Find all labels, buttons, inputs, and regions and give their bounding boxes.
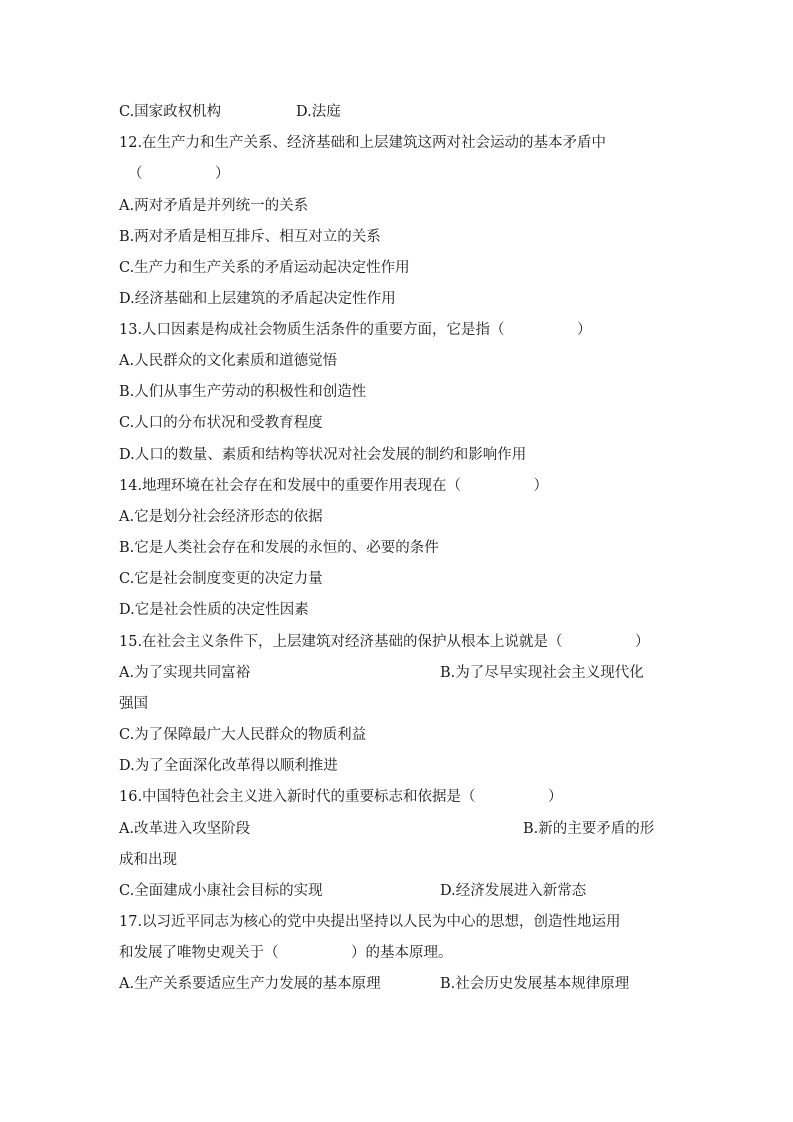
q11-option-d: D.法庭 bbox=[296, 104, 341, 120]
q16-stem: 16.中国特色社会主义进入新时代的重要标志和依据是（ ） bbox=[119, 789, 563, 805]
q14-option-d: D.它是社会性质的决定性因素 bbox=[119, 602, 309, 618]
q17-stem-line-2: 和发展了唯物史观关于（ ）的基本原理。 bbox=[119, 945, 453, 961]
q17-option-b: B.社会历史发展基本规律原理 bbox=[440, 976, 630, 992]
q17-stem-line-1: 17.以习近平同志为核心的党中央提出坚持以人民为中心的思想，创造性地运用 bbox=[119, 914, 621, 930]
q15-option-b: B.为了尽早实现社会主义现代化 bbox=[440, 665, 644, 681]
q15-option-c: C.为了保障最广大人民群众的物质利益 bbox=[119, 727, 367, 743]
q14-option-a: A.它是划分社会经济形态的依据 bbox=[119, 509, 323, 525]
q15-option-b-continued: 强国 bbox=[119, 696, 148, 712]
q12-answer-blank: （ ） bbox=[128, 166, 230, 182]
q12-option-a: A.两对矛盾是并列统一的关系 bbox=[119, 198, 309, 214]
q13-stem: 13.人口因素是构成社会物质生活条件的重要方面，它是指（ ） bbox=[119, 322, 592, 338]
q15-option-a: A.为了实现共同富裕 bbox=[119, 665, 251, 681]
q11-option-c: C.国家政权机构 bbox=[119, 104, 222, 120]
q13-option-b: B.人们从事生产劳动的积极性和创造性 bbox=[119, 384, 367, 400]
q14-stem: 14.地理环境在社会存在和发展中的重要作用表现在（ ） bbox=[119, 478, 549, 494]
q13-option-c: C.人口的分布状况和受教育程度 bbox=[119, 415, 323, 431]
q13-option-a: A.人民群众的文化素质和道德觉悟 bbox=[119, 353, 338, 369]
q15-stem: 15.在社会主义条件下，上层建筑对经济基础的保护从根本上说就是（ ） bbox=[119, 634, 650, 650]
q16-option-d: D.经济发展进入新常态 bbox=[440, 883, 587, 899]
q16-option-b: B.新的主要矛盾的形 bbox=[523, 821, 655, 837]
q16-option-a: A.改革进入攻坚阶段 bbox=[119, 821, 251, 837]
q17-option-a: A.生产关系要适应生产力发展的基本原理 bbox=[119, 976, 381, 992]
q12-option-c: C.生产力和生产关系的矛盾运动起决定性作用 bbox=[119, 260, 410, 276]
q12-stem: 12.在生产力和生产关系、经济基础和上层建筑这两对社会运动的基本矛盾中 bbox=[119, 135, 607, 151]
q14-option-c: C.它是社会制度变更的决定力量 bbox=[119, 571, 323, 587]
q16-option-b-continued: 成和出现 bbox=[119, 852, 177, 868]
q15-option-d: D.为了全面深化改革得以顺利推进 bbox=[119, 758, 338, 774]
q13-option-d: D.人口的数量、素质和结构等状况对社会发展的制约和影响作用 bbox=[119, 447, 527, 463]
q12-option-b: B.两对矛盾是相互排斥、相互对立的关系 bbox=[119, 229, 381, 245]
q16-option-c: C.全面建成小康社会目标的实现 bbox=[119, 883, 323, 899]
q14-option-b: B.它是人类社会存在和发展的永恒的、必要的条件 bbox=[119, 540, 439, 556]
q12-option-d: D.经济基础和上层建筑的矛盾起决定性作用 bbox=[119, 291, 396, 307]
